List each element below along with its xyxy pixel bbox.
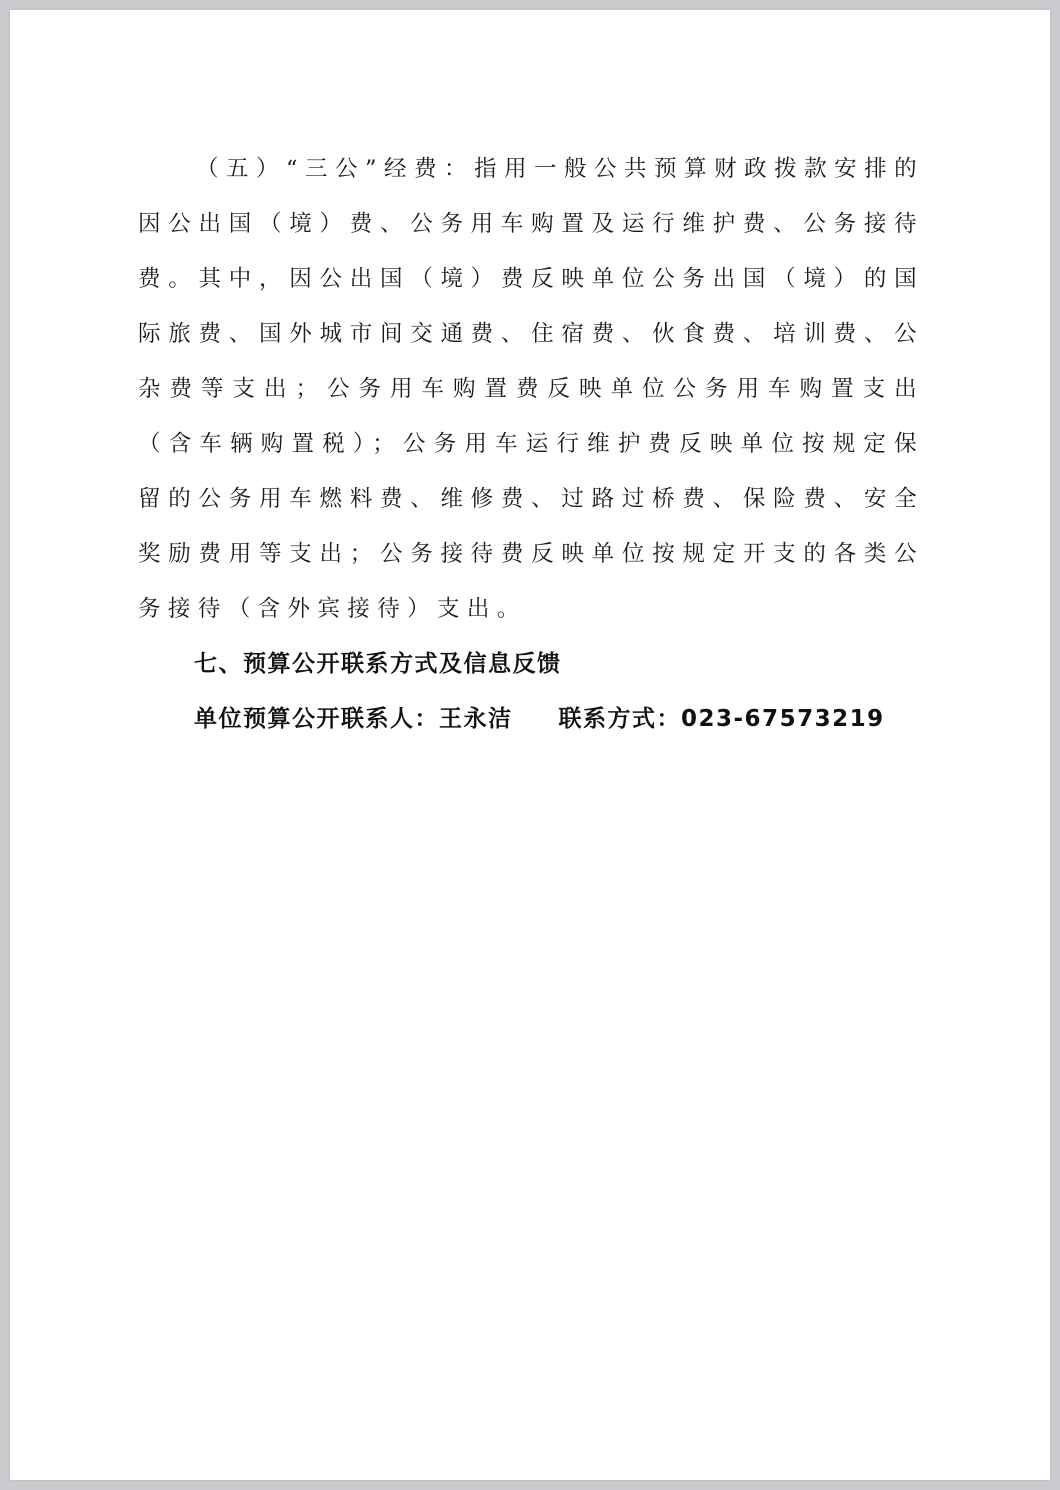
section-heading: 七、预算公开联系方式及信息反馈: [194, 651, 562, 677]
document-content: [138, 142, 924, 747]
contact-phone: 联系方式：023-67573219: [558, 706, 885, 732]
contact-line: [138, 692, 924, 747]
three-public-expenses-paragraph: （五）“三公”经费：指用一般公共预算财政拨款安排的因公出国（境）费、公务用车购置及运行维护费、公务接待费。其中，因公出国（境）费反映单位公务出国（境）的国际旅费、国外城市间交通费、住宿费、伙食费、培训费、公杂费等支出；公务用车购置费反映单位公务用车购置支出（含车辆购置税）；公务用车运行维护费反映单位按规定保留的公务用车燃料费、维修费、过路过桥费、保险费、安全奖励费用等支出；公务接待费反映单位按规定开支的各类公务接待（含外宾接待）支出。: [138, 156, 924, 622]
document-page: [10, 10, 1050, 1480]
contact-person: 单位预算公开联系人：王永洁: [194, 706, 513, 732]
